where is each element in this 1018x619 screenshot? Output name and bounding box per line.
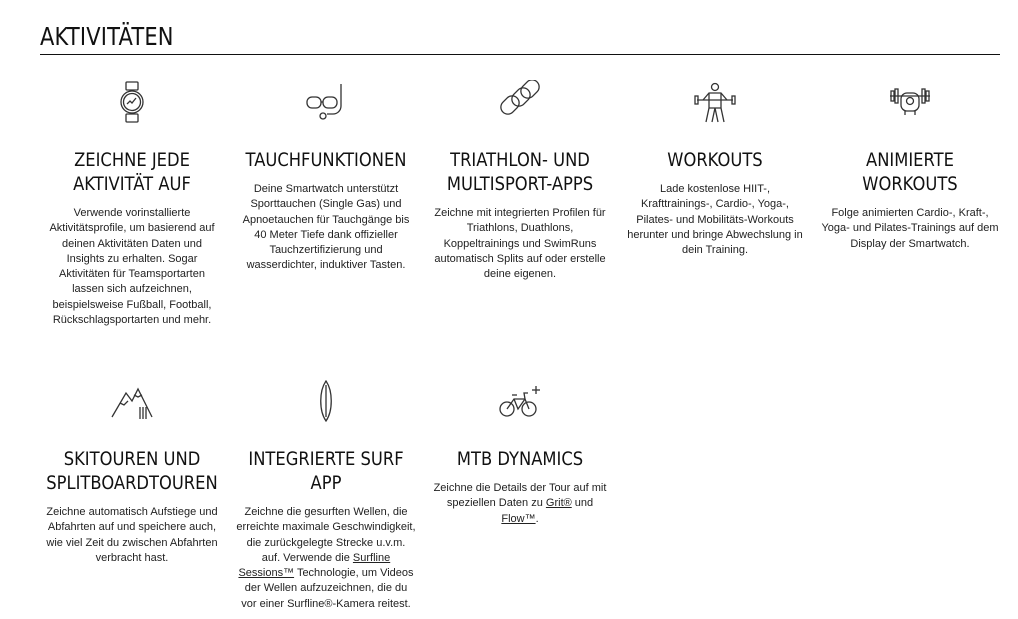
- mountain-bike-icon: [430, 377, 610, 425]
- mountain-ski-icon: [42, 377, 222, 425]
- card-text: Zeichne mit integrierten Profilen für Triathlons, Duathlons, Koppeltrainings und SwimRuns automatisch Splits auf oder erstelle deine eigenen.: [434, 207, 606, 281]
- grit-link[interactable]: Grit®: [545, 497, 572, 510]
- card-heading: WORKOUTS: [667, 149, 763, 171]
- watch-icon: [42, 78, 222, 126]
- title-divider: [40, 54, 1000, 55]
- card-ski-touring: [42, 377, 222, 566]
- card-workouts: [625, 78, 805, 258]
- card-animated-workouts: [820, 78, 1000, 252]
- card-heading: ZEICHNE JEDE AKTIVITÄT AUF: [73, 149, 191, 195]
- card-heading: INTEGRIERTE SURF APP: [248, 448, 404, 494]
- linked-rings-icon: [430, 78, 610, 126]
- card-text: Verwende vorinstallierte Aktivitätsprofile, um basierend auf deinen Aktivitäten Daten und Insights zu erhalten. Sogar Aktivitäten für Teamsportarten lassen sich aufzeichnen, beispielsweise Fußball, Football, Rückschlagsportarten und mehr.: [49, 207, 215, 327]
- page-title: AKTIVITÄTEN: [40, 22, 174, 51]
- card-text: Deine Smartwatch unterstützt Sporttauchen (Single Gas) und Apnoetauchen für Tauchgänge bis 40 Meter Tiefe dank offizieller Tauchzertifizierung und wasserdichter, induktiver Tasten.: [242, 183, 410, 272]
- card-text: Zeichne die Details der Tour auf mit speziellen Daten zu Grit® und Flow™.: [433, 482, 607, 525]
- surfline-sessions-link[interactable]: Surfline Sessions™: [238, 551, 391, 580]
- card-surf-app: [236, 377, 416, 612]
- card-text: Zeichne die gesurften Wellen, die erreichte maximale Geschwindigkeit, die zurückgelegte Strecke u.v.m. auf. Verwende die Surfline Sessions™ Technologie, um Videos der Wellen aufzuzeichnen, die du vor einer Surfline®-Kamera reitest.: [236, 506, 416, 610]
- surfboard-icon: [236, 377, 416, 425]
- animated-dumbbell-icon: [820, 78, 1000, 126]
- card-heading: TRIATHLON- UND MULTISPORT-APPS: [446, 149, 594, 195]
- card-text: Zeichne automatisch Aufstiege und Abfahrten auf und speichere auch, wie viel Zeit du zwischen Abfahrten verbracht hast.: [46, 506, 218, 564]
- flow-link[interactable]: Flow™: [501, 512, 536, 525]
- card-heading: MTB DYNAMICS: [456, 448, 584, 470]
- card-text: Folge animierten Cardio-, Kraft-, Yoga- und Pilates-Trainings auf dem Display der Smartwatch.: [821, 207, 999, 250]
- snorkel-mask-icon: [236, 78, 416, 126]
- card-triathlon: [430, 78, 610, 282]
- weightlifter-icon: [625, 78, 805, 126]
- card-text: Lade kostenlose HIIT-, Krafttrainings-, Cardio-, Yoga-, Pilates- und Mobilitäts-Workouts herunter und bringe Abwechslung in dein Training.: [627, 183, 803, 257]
- card-heading: SKITOUREN UND SPLITBOARDTOUREN: [46, 448, 218, 494]
- card-mtb-dynamics: [430, 377, 610, 527]
- card-heading: TAUCHFUNKTIONEN: [245, 149, 407, 171]
- card-heading: ANIMIERTE WORKOUTS: [862, 149, 958, 195]
- card-record-activity: [42, 78, 222, 328]
- card-diving: [236, 78, 416, 274]
